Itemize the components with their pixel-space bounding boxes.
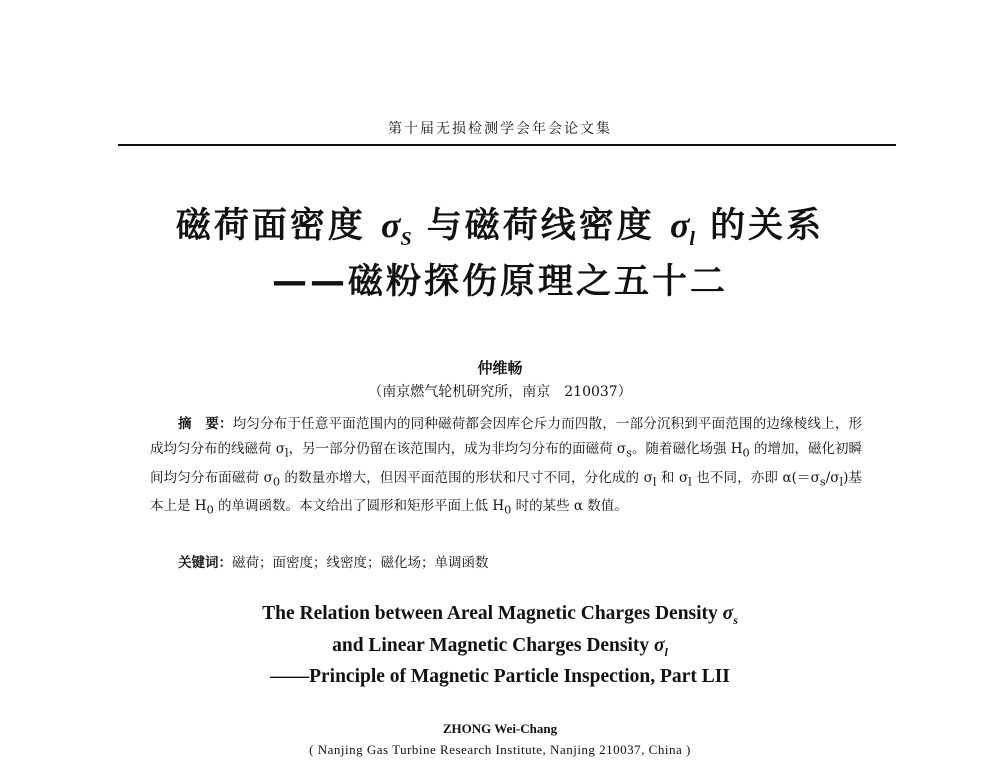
title-cn-line1 <box>0 198 1000 251</box>
title-cn-part3: 的关系 <box>710 206 825 246</box>
title-en-line2: and Linear Magnetic Charges Density $\sigma_l$ <box>332 635 668 659</box>
header-rule <box>118 144 896 146</box>
abstract-label: 摘 要： <box>178 416 233 432</box>
title-en-line1: The Relation between Areal Magnetic Charges Density $\sigma_s$ <box>262 603 738 627</box>
running-header: 第十届无损检测学会年会论文集 <box>388 121 612 137</box>
sigma-l-en: σ <box>654 635 665 656</box>
title-cn-line2: ——磁粉探伤原理之五十二 <box>271 262 728 302</box>
abstract-cn: 摘 要：均匀分布于任意平面范围内的同种磁荷都会因库仑斥力而四散，一部分沉积到平面范围的边缘棱线上，形成均匀分布的线磁荷 $\sigma_l$，另一部分仍留在该范围内，成为非均匀分布的面磁荷 $\sigma_s$。随着磁化场强 $H_0$ 的增加，磁化初瞬间均匀分布面磁荷 $\sigma_0$ 的数量亦增大，但因平面范围的形状和尺寸不同，分化成的 $\sigma_l$ 和 $\sigma_l$ 也不同，亦即 $\alpha(=\sigma_s/\sigma_l)$基本上是 $H_0$ 的单调函数。本文给出了圆形和矩形平面上低 $H_0$ 时的某些 α 数值。 <box>150 416 863 518</box>
title-cn-part1: 磁荷面密度 <box>175 206 366 246</box>
title-en-line3: ——Principle of Magnetic Particle Inspection, Part LII <box>270 666 730 687</box>
keywords-label: 关键词： <box>178 555 232 571</box>
sigma-l-symbol: $\sigma_l$ <box>669 205 695 251</box>
sigma-s-en: σ <box>722 603 734 624</box>
title-cn-part2: 与磁荷线密度 <box>426 206 655 246</box>
keywords-text: 磁荷；面密度；线密度；磁化场；单调函数 <box>232 555 489 571</box>
sigma-s-symbol: $\sigma_S$ <box>381 205 412 251</box>
author-cn: 仲维畅 <box>477 359 523 377</box>
author-en: ZHONG Wei-Chang <box>442 721 558 736</box>
affiliation-en: ( Nanjing Gas Turbine Research Institute, Nanjing 210037, China ) <box>309 742 691 757</box>
keywords-cn <box>178 553 868 573</box>
affiliation-cn: （南京燃气轮机研究所，南京 210037） <box>368 384 632 400</box>
